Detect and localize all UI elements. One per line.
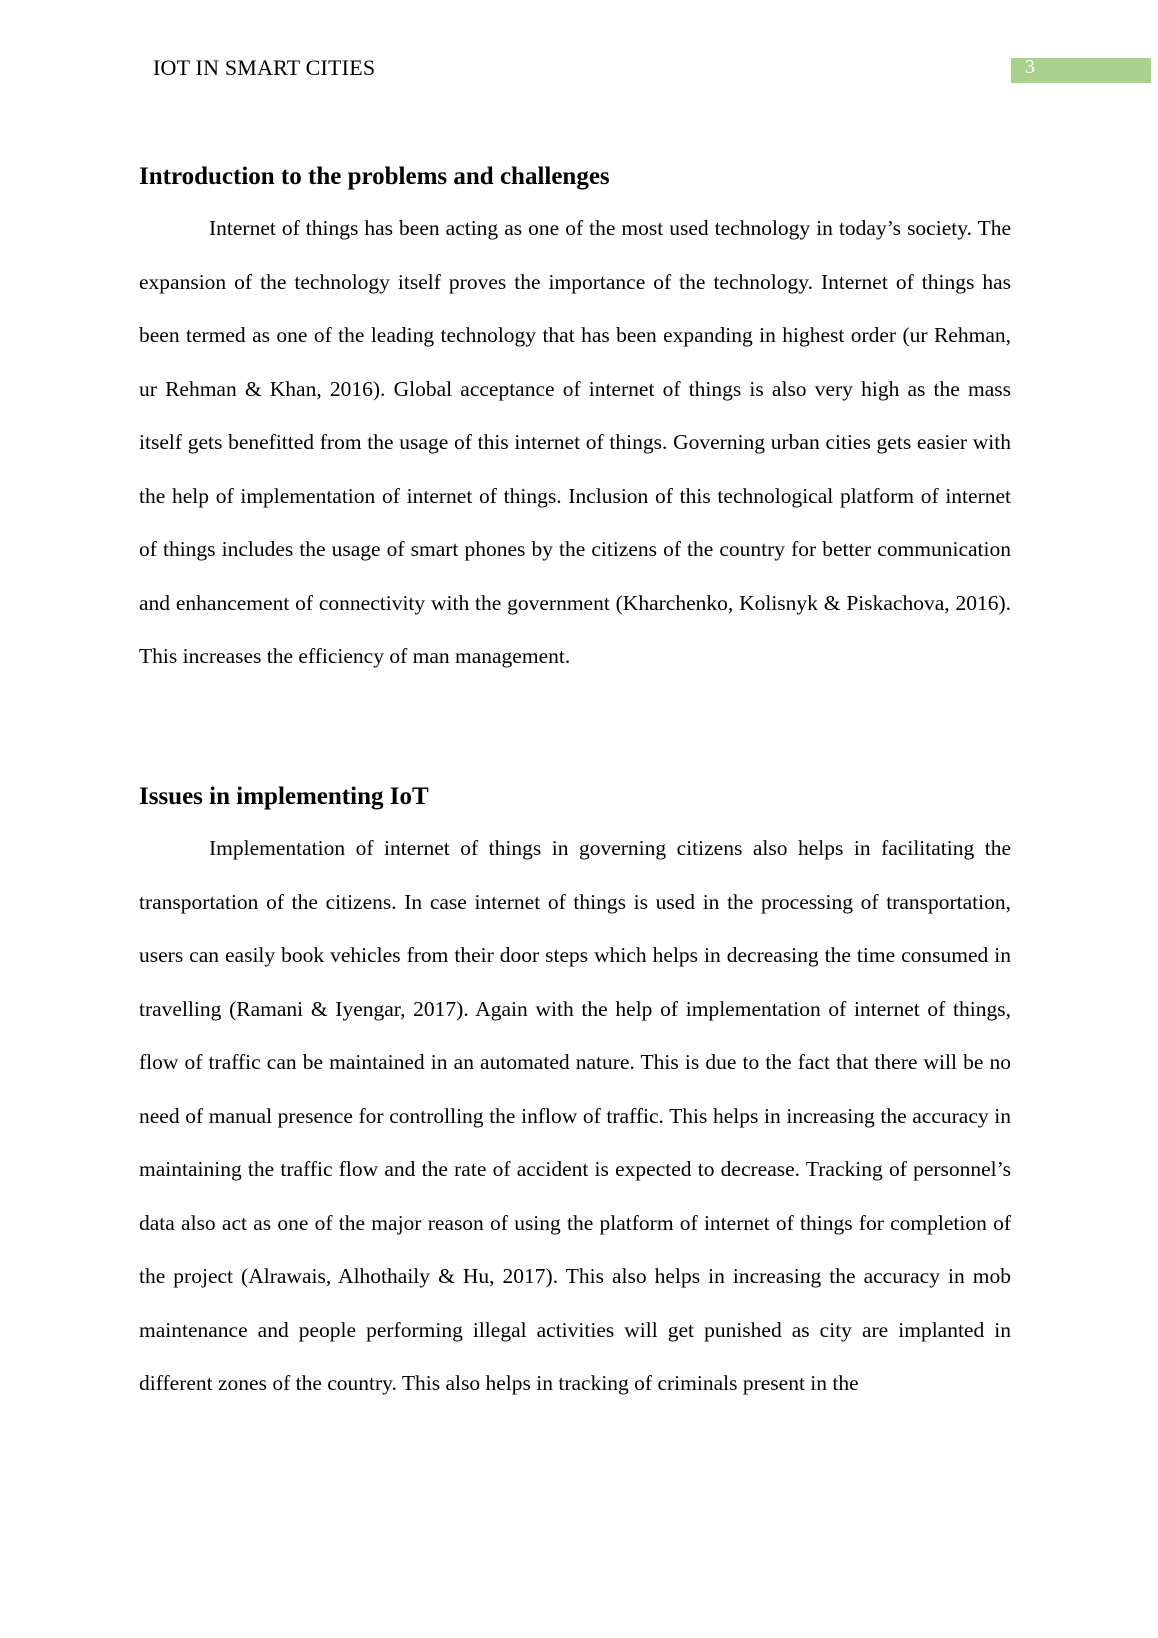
section-heading: Introduction to the problems and challenges	[139, 163, 610, 190]
section-introduction	[139, 162, 1011, 684]
section-heading: Issues in implementing IoT	[139, 783, 429, 810]
page-number-badge	[1011, 58, 1151, 83]
page-number: 3	[1025, 56, 1035, 78]
running-head: IOT IN SMART CITIES	[153, 55, 376, 80]
body-paragraph: Internet of things has been acting as one of the most used technology in today’s society. The expansion of the technology itself proves the importance of the technology. Internet of things has been termed as one of the leading technology that has been expanding in highest order (ur Rehman, ur Rehman & Khan, 2016). Global acceptance of internet of things is also very high as the mass itself gets benefitted from the usage of this internet of things. Governing urban cities gets easier with the help of implementation of internet of things. Inclusion of this technological platform of internet of things includes the usage of smart phones by the citizens of the country for better communication and enhancement of connectivity with the government (Kharchenko, Kolisnyk & Piskachova, 2016). This increases the efficiency of man management.	[139, 216, 1011, 668]
section-issues	[139, 782, 1011, 1411]
body-paragraph: Implementation of internet of things in governing citizens also helps in facilitating the transportation of the citizens. In case internet of things is used in the processing of transportation, users can easily book vehicles from their door steps which helps in decreasing the time consumed in travelling (Ramani & Iyengar, 2017). Again with the help of implementation of internet of things, flow of traffic can be maintained in an automated nature. This is due to the fact that there will be no need of manual presence for controlling the inflow of traffic. This helps in increasing the accuracy in maintaining the traffic flow and the rate of accident is expected to decrease. Tracking of personnel’s data also act as one of the major reason of using the platform of internet of things for completion of the project (Alrawais, Alhothaily & Hu, 2017). This also helps in increasing the accuracy in mob maintenance and people performing illegal activities will get punished as city are implanted in different zones of the country. This also helps in tracking of criminals present in the	[139, 836, 1011, 1395]
